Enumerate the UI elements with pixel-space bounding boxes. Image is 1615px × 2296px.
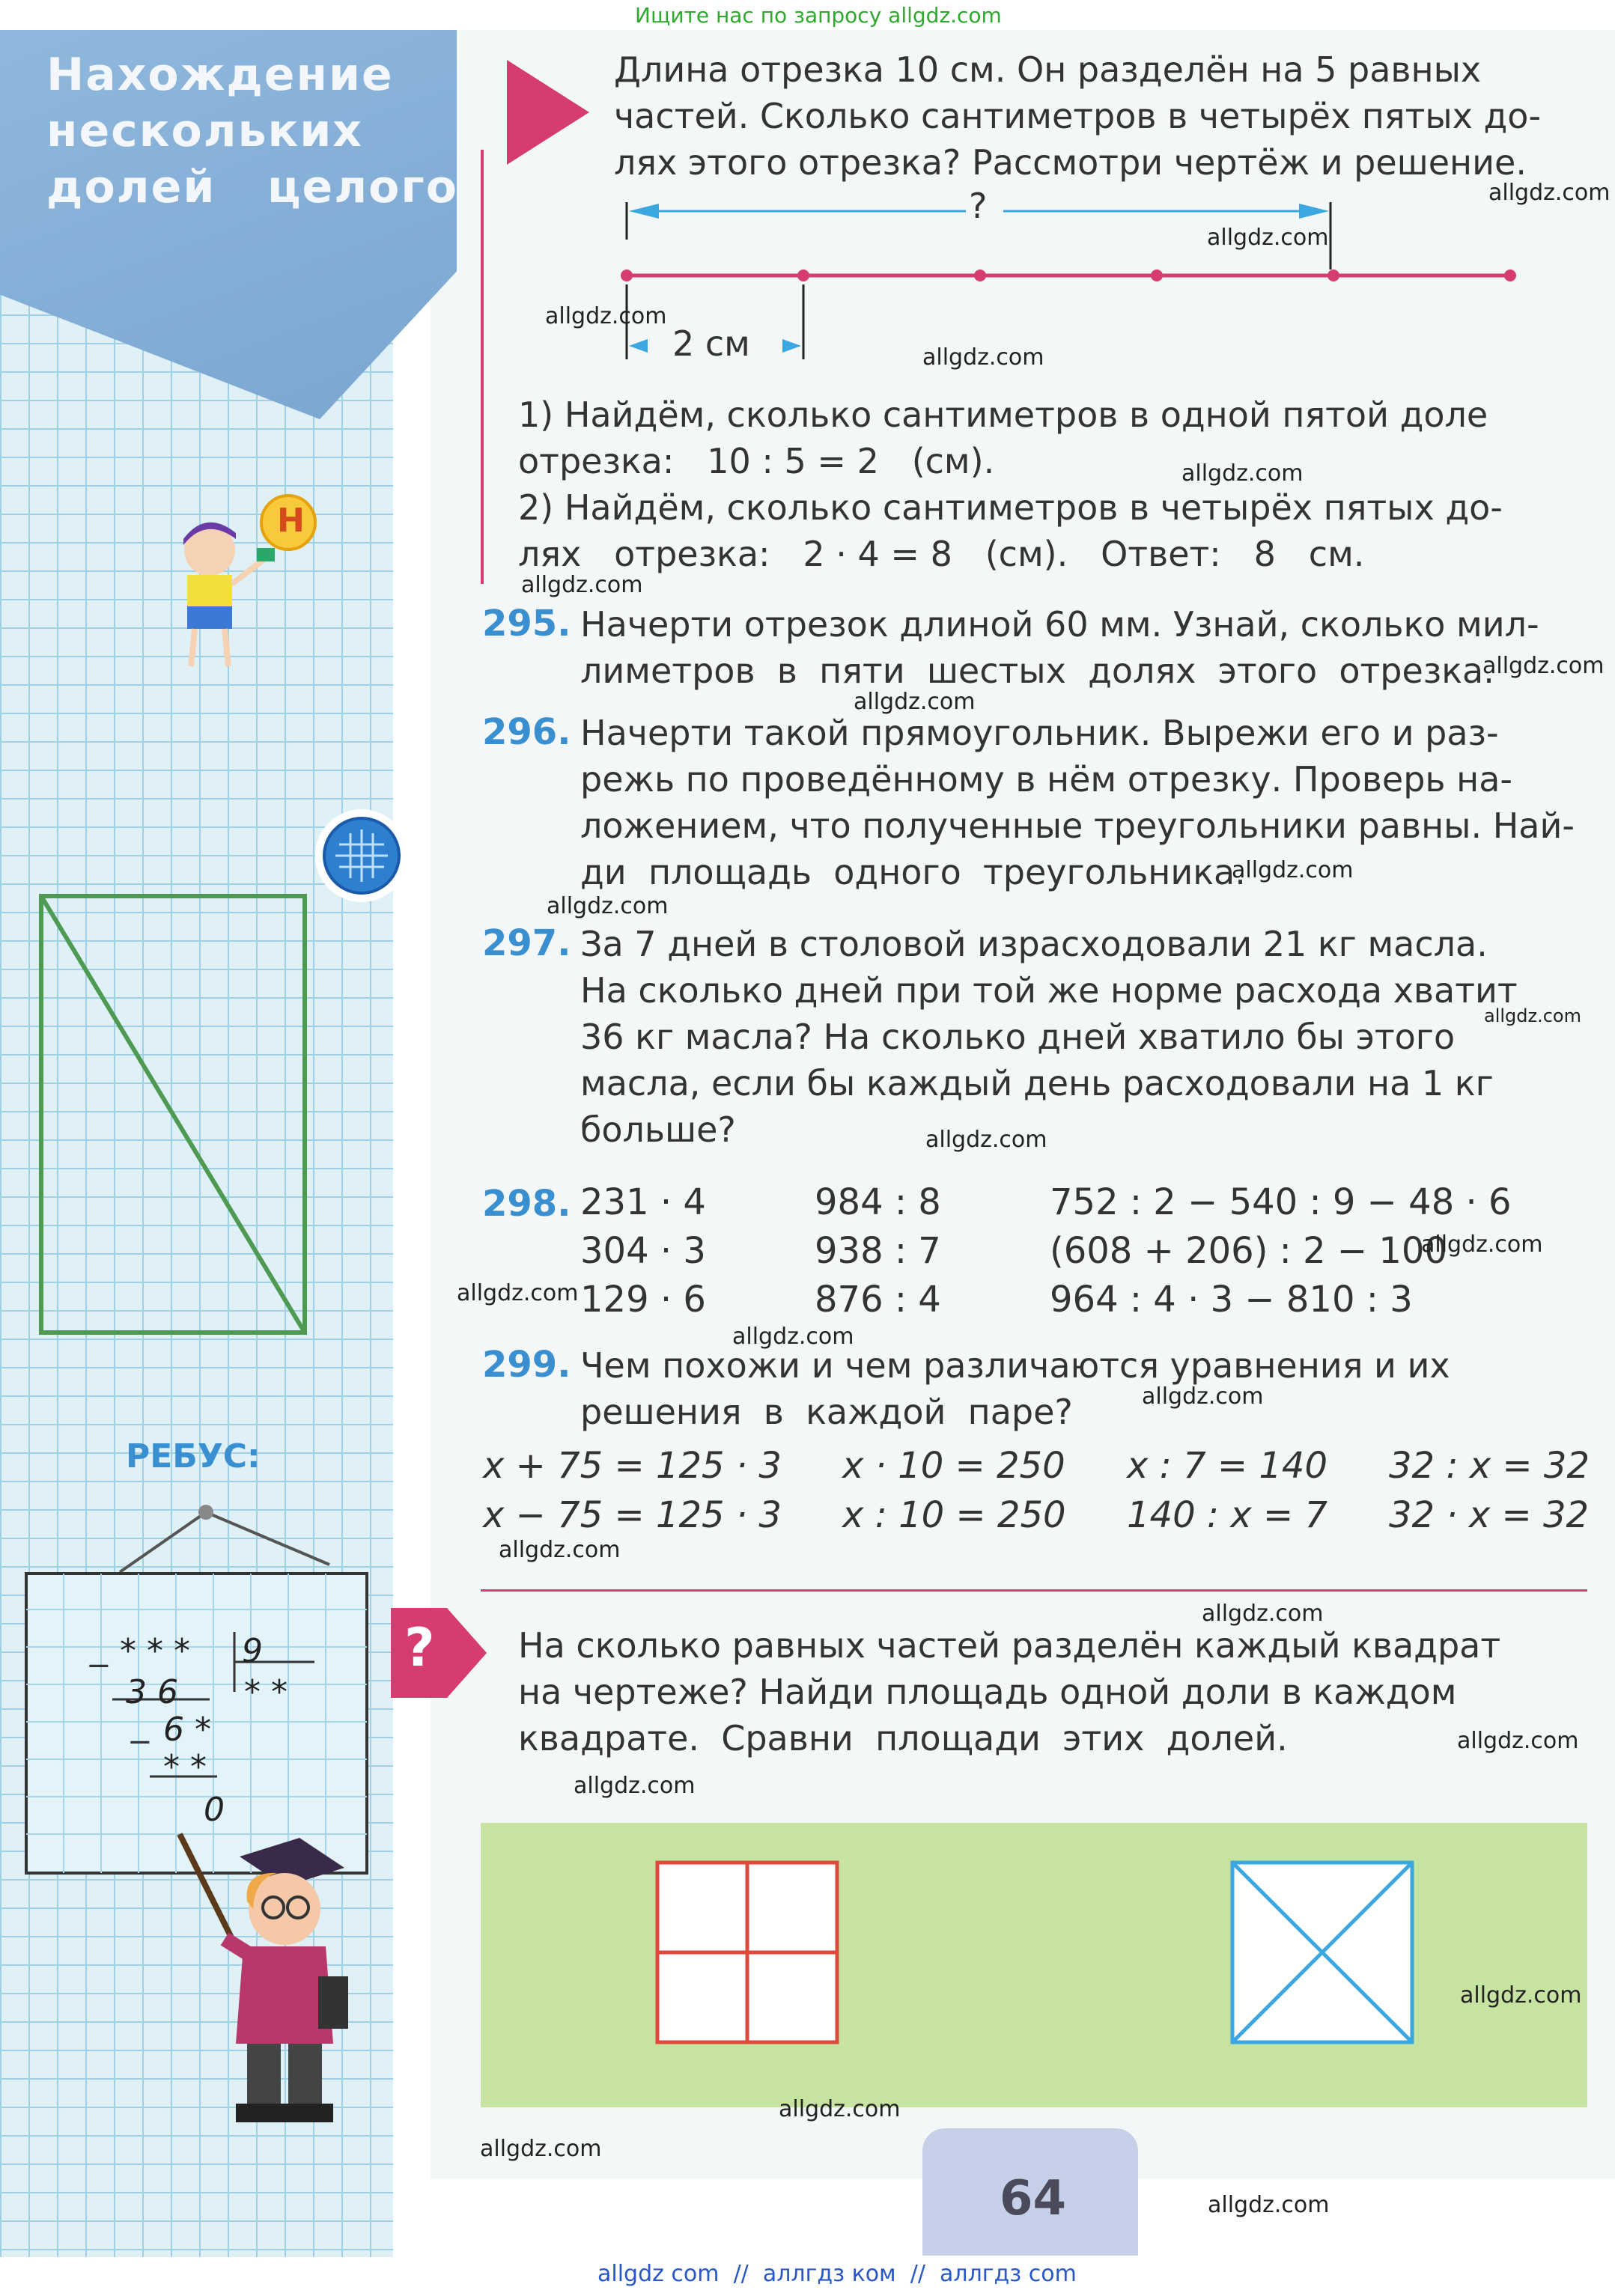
- task-297-line-4: масла, если бы каждый день расходовали на 1 кг: [580, 1063, 1494, 1103]
- watermark: allgdz.com: [1181, 460, 1304, 487]
- watermark: allgdz.com: [1457, 1728, 1579, 1754]
- t298-c1-r1: 231 · 4: [580, 1181, 706, 1223]
- task-297-line-2: На сколько дней при той же норме расхода хватит: [580, 970, 1518, 1011]
- rebus-divisor: 9: [242, 1632, 263, 1670]
- task-296-line-2: режь по проведённому в нём отрезку. Проверь на-: [580, 759, 1513, 800]
- task-295-line-1: Начерти отрезок длиной 60 мм. Узнай, сколько мил-: [580, 604, 1539, 645]
- diagram-question-mark: ?: [969, 186, 988, 226]
- solution-line-4: лях отрезка: 2 · 4 = 8 (см). Ответ: 8 см.: [518, 534, 1365, 574]
- t298-c3-r1: 752 : 2 − 540 : 9 − 48 · 6: [1050, 1181, 1512, 1223]
- boy-illustration: [161, 487, 333, 674]
- watermark: allgdz.com: [1484, 1005, 1581, 1026]
- task-297-line-3: 36 кг масла? На сколько дней хватило бы этого: [580, 1017, 1456, 1057]
- task-297-line-5: больше?: [580, 1109, 736, 1150]
- t298-c2-r2: 938 : 7: [815, 1230, 941, 1272]
- question-line-3: квадрате. Сравни площади этих долей.: [518, 1718, 1288, 1758]
- watermark: allgdz.com: [854, 689, 976, 715]
- section-title-line-3: долей целого: [46, 161, 458, 213]
- solution-line-1: 1) Найдём, сколько сантиметров в одной пятой доле: [518, 395, 1488, 435]
- marker-letter: Н: [277, 502, 305, 540]
- rebus-remainder: 0: [204, 1791, 225, 1829]
- watermark: allgdz.com: [779, 2096, 901, 2122]
- task-295-number: 295.: [482, 603, 571, 645]
- rebus-row-4: * *: [163, 1748, 207, 1786]
- rebus-row-3: 6 *: [163, 1711, 211, 1749]
- task-296-line-4: ди площадь одного треугольника.: [580, 852, 1246, 892]
- t298-c1-r3: 129 · 6: [580, 1279, 706, 1321]
- t299-eq-r1-3: x : 7 = 140: [1127, 1445, 1327, 1487]
- watermark: allgdz.com: [925, 1127, 1047, 1153]
- svg-text:−: −: [127, 1725, 153, 1759]
- red-square-four-parts: [655, 1860, 842, 2047]
- watermark: allgdz.com: [1207, 225, 1329, 251]
- watermark: allgdz.com: [732, 1324, 854, 1350]
- question-line-1: На сколько равных частей разделён каждый квадрат: [518, 1625, 1501, 1666]
- task-299-line-2: решения в каждой паре?: [580, 1392, 1073, 1432]
- t299-eq-r1-2: x · 10 = 250: [842, 1445, 1065, 1487]
- task-296-line-1: Начерти такой прямоугольник. Вырежи его и раз-: [580, 713, 1499, 753]
- t298-c2-r1: 984 : 8: [815, 1181, 941, 1223]
- professor-illustration: [172, 1827, 367, 2141]
- watermark: allgdz.com: [547, 893, 669, 919]
- intro-line-3: лях этого отрезка? Рассмотри чертёж и решение.: [614, 142, 1527, 183]
- rectangle-with-diagonal: [36, 891, 313, 1340]
- task-296-number: 296.: [482, 711, 571, 753]
- watermark: allgdz.com: [1421, 1231, 1543, 1258]
- intro-line-2: частей. Сколько сантиметров в четырёх пятых до-: [614, 96, 1542, 136]
- t298-c3-r3: 964 : 4 · 3 − 810 : 3: [1050, 1279, 1413, 1321]
- watermark: allgdz.com: [1232, 857, 1354, 883]
- t299-eq-r2-1: x − 75 = 125 · 3: [483, 1494, 782, 1536]
- t299-eq-r1-1: x + 75 = 125 · 3: [483, 1445, 782, 1487]
- blue-square-diagonals: [1230, 1860, 1417, 2047]
- t299-eq-r2-4: 32 · x = 32: [1389, 1494, 1590, 1536]
- rebus-row-1: * * *: [120, 1632, 190, 1670]
- top-search-hint[interactable]: Ищите нас по запросу allgdz.com: [635, 3, 1002, 28]
- intro-line-1: Длина отрезка 10 см. Он разделён на 5 равных: [614, 49, 1482, 90]
- task-297-number: 297.: [482, 922, 571, 964]
- watermark: allgdz.com: [574, 1773, 696, 1799]
- rebus-row-2: 3 6: [126, 1673, 178, 1711]
- rebus-label: РЕБУС:: [126, 1437, 261, 1476]
- rebus-quotient: * *: [244, 1673, 288, 1711]
- watermark: allgdz.com: [1142, 1383, 1264, 1410]
- task-297-line-1: За 7 дней в столовой израсходовали 21 кг масла.: [580, 924, 1488, 964]
- watermark: allgdz.com: [1482, 653, 1605, 679]
- task-295-line-2: лиметров в пяти шестых долях этого отрезка.: [580, 651, 1494, 691]
- diagram-unit-label: 2 см: [672, 323, 750, 364]
- page-number: 64: [1000, 2171, 1067, 2226]
- t298-c2-r3: 876 : 4: [815, 1279, 941, 1321]
- watermark: allgdz.com: [1202, 1601, 1324, 1627]
- squares-panel: [481, 1823, 1587, 2107]
- watermark: allgdz.com: [480, 2136, 602, 2162]
- watermark: allgdz.com: [1208, 2192, 1330, 2218]
- task-298-number: 298.: [482, 1183, 571, 1225]
- watermark: allgdz.com: [457, 1280, 579, 1306]
- question-mark: ?: [404, 1617, 435, 1678]
- solution-line-2: отрезка: 10 : 5 = 2 (см).: [518, 441, 995, 481]
- footer-links[interactable]: allgdz com // аллгдз ком // аллгдз com: [597, 2261, 1077, 2287]
- watermark: allgdz.com: [521, 572, 643, 598]
- grid-globe-icon: [313, 807, 410, 904]
- task-296-line-3: ложением, что полученные треугольники равны. Най-: [580, 806, 1575, 846]
- solution-line-3: 2) Найдём, сколько сантиметров в четырёх пятых до-: [518, 487, 1503, 528]
- task-299-number: 299.: [482, 1344, 571, 1386]
- watermark: allgdz.com: [1488, 180, 1611, 206]
- watermark: allgdz.com: [922, 344, 1044, 371]
- section-title-line-2: нескольких: [46, 105, 364, 157]
- svg-text:−: −: [86, 1648, 112, 1683]
- segment-diagram: [614, 187, 1535, 374]
- t298-c3-r2: (608 + 206) : 2 − 100: [1050, 1230, 1447, 1272]
- t299-eq-r2-2: x : 10 = 250: [842, 1494, 1066, 1536]
- t299-eq-r2-3: 140 : x = 7: [1127, 1494, 1327, 1536]
- watermark: allgdz.com: [545, 303, 667, 329]
- watermark: allgdz.com: [1460, 1982, 1582, 2009]
- section-divider: [481, 1589, 1587, 1592]
- t298-c1-r2: 304 · 3: [580, 1230, 706, 1272]
- task-299-line-1: Чем похожи и чем различаются уравнения и их: [580, 1345, 1450, 1386]
- watermark: allgdz.com: [499, 1537, 621, 1563]
- question-line-2: на чертеже? Найди площадь одной доли в каждом: [518, 1672, 1457, 1712]
- t299-eq-r1-4: 32 : x = 32: [1389, 1445, 1590, 1487]
- play-arrow-icon: [503, 56, 593, 168]
- intro-rule: [481, 150, 484, 584]
- section-title-line-1: Нахождение: [46, 49, 394, 101]
